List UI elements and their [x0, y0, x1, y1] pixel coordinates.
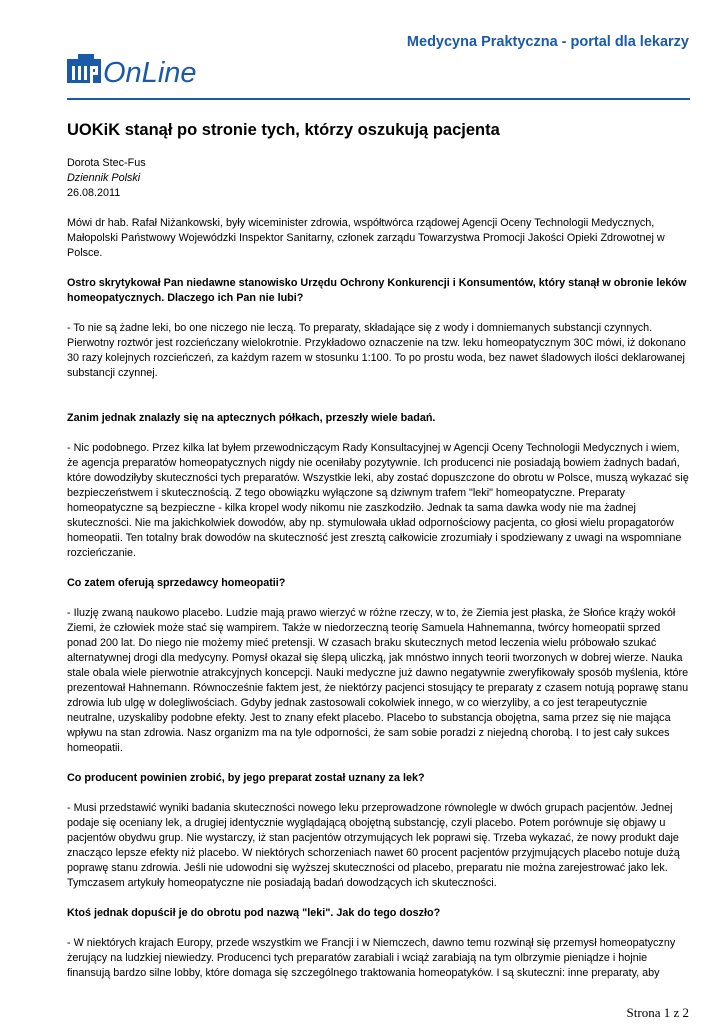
logo-wordmark: OnLine	[103, 57, 197, 88]
question-4: Co producent powinien zrobić, by jego preparat został uznany za lek?	[67, 772, 425, 784]
question-1: Ostro skrytykował Pan niedawne stanowisko Urzędu Ochrony Konkurencji i Konsumentów, który stanął w obronie leków homeopatycznych. Dlaczego ich Pan nie lubi?	[67, 277, 687, 304]
answer-1: - To nie są żadne leki, bo one niczego nie leczą. To preparaty, składające się z wody i domniemanych substancji czynnych. Pierwotny roztwór jest rozcieńczany wielokrotnie. Przykładowo oznaczenie na tzw. leku homeopatycznym 30C mówi, iż dokonano 30 razy kolejnych rozcieńczeń, za każdym razem w stosunku 1:100. To po prostu woda, bez nawet śladowych ilości deklarowanej substancji czynnej.	[67, 322, 686, 379]
mp-online-logo[interactable]	[67, 54, 217, 88]
portal-link[interactable]: Medycyna Praktyczna - portal dla lekarzy	[406, 34, 689, 50]
author: Dorota Stec-Fus	[67, 157, 146, 169]
article-title: UOKiK stanął po stronie tych, którzy oszukują pacjenta	[67, 121, 500, 139]
article-meta	[67, 156, 146, 201]
article-body	[67, 216, 692, 981]
page-indicator: Strona 1 z 2	[626, 1005, 689, 1020]
answer-5: - W niektórych krajach Europy, przede wszystkim we Francji i w Niemczech, dawno temu rozwinął się przemysł homeopatyczny żerujący na ludzkiej niewiedzy. Producenci tych preparatów zarabiali i wciąż zarabiają na tym olbrzymie pieniądze i hojnie finansują bardzo silne lobby, które domaga się szczególnego traktowania homeopatyków. I są skuteczni: inne preparaty, aby	[67, 937, 676, 979]
question-2: Zanim jednak znalazły się na aptecznych półkach, przeszły wiele badań.	[67, 412, 436, 424]
answer-2: - Nic podobnego. Przez kilka lat byłem przewodniczącym Rady Konsultacyjnej w Agencji Oceny Technologii Medycznych i wiem, że agencja preparatów homeopatycznych nigdy nie oceniłaby pozytywnie. Ich producenci nie posiadają bowiem żadnych badań, które dowodziłyby skuteczności tych preparatów. Wszystkie leki, aby zostać dopuszczone do obrotu w Polsce, muszą wykazać się bezpieczeństwem i skutecznością. Z tego obowiązku wyłączone są dziwnym trafem "leki" homeopatyczne. Preparaty homeopatyczne są bezpieczne - kilka kropel wody nikomu nie zaszkodziło. Jednak ta sama dawka wody nie ma żadnej skuteczności. Nie ma jakichkolwiek dowodów, aby np. stymulowała układ odpornościowy pacjenta, co głosi wielu propagatorów homeopatii. Ten totalny brak dowodów na skuteczność jest zresztą całkowicie zrozumiały i spodziewany z uwagi na wspomniane rozcieńczanie.	[67, 442, 689, 559]
date: 26.08.2011	[67, 187, 121, 199]
question-3: Co zatem oferują sprzedawcy homeopatii?	[67, 577, 286, 589]
answer-3: - Iluzję zwaną naukowo placebo. Ludzie mają prawo wierzyć w różne rzeczy, w to, że Ziemia jest płaska, że Słońce krąży wokół Ziemi, że człowiek może stać się wampirem. Także w niedorzeczną teorię Samuela Hahnemanna, twórcy homeopatii sprzed ponad 200 lat. Do niego nie możemy mieć pretensji. W czasach braku skutecznych metod leczenia wielu próbowało szukać alternatywnej drogi dla medycyny. Pomysł okazał się ślepą uliczką, jak mnóstwo innych teorii tworzonych w dobrej wierze. Nauka stale obala wiele pierwotnie atrakcyjnych koncepcji. Nauki medyczne już dawno negatywnie zweryfikowały sposób myślenia, które prezentował Hahnemann. Równocześnie faktem jest, że niektórzy pacjenci stosujący te preparaty z czasem notują poprawę stanu zdrowia lub ulgę w dolegliwościach. Gdyby jednak zastosowali cokolwiek innego, w co wierzyliby, a co jest terapeutycznie neutralne, uzyskaliby podobne efekty. Jest to znany efekt placebo. Placebo to substancja obojętna, sama przez się nie mająca wpływu na stan zdrowia. Nasz organizm ma na tyle odporności, że sam sobie poradzi z niejedną chorobą. I to jest cały sukces homeopatii.	[67, 607, 689, 754]
answer-4: - Musi przedstawić wyniki badania skuteczności nowego leku przeprowadzone równolegle w dwóch grupach pacjentów. Jednej podaje się oceniany lek, a drugiej identycznie wyglądającą obojętną substancję, czyli placebo. Potem porównuje się objawy u pacjentów obydwu grup. Nie wystarczy, iż stan pacjentów otrzymujących lek poprawi się. Trzeba wykazać, że nowy produkt daje znacząco lepsze efekty niż placebo. W niektórych schorzeniach nawet 60 procent pacjentów przyjmujących placebo notuje dużą poprawę stanu zdrowia. Jeśli nie udowodni się wyższej skuteczności od placebo, preparatu nie można zarejestrować jako lek. Tymczasem artykuły homeopatyczne nie posiadają badań dowodzących ich skuteczności.	[67, 802, 680, 889]
question-5: Ktoś jednak dopuścił je do obrotu pod nazwą "leki". Jak do tego doszło?	[67, 907, 441, 919]
header-divider	[67, 98, 690, 100]
intro-paragraph: Mówi dr hab. Rafał Niżankowski, były wiceminister zdrowia, współtwórca rządowej Agencji Oceny Technologii Medycznych, Małopolski Państwowy Wojewódzki Inspektor Sanitarny, członek zarządu Towarzystwa Promocji Jakości Opieki Zdrowotnej w Polsce.	[67, 217, 665, 259]
source: Dziennik Polski	[67, 172, 141, 184]
